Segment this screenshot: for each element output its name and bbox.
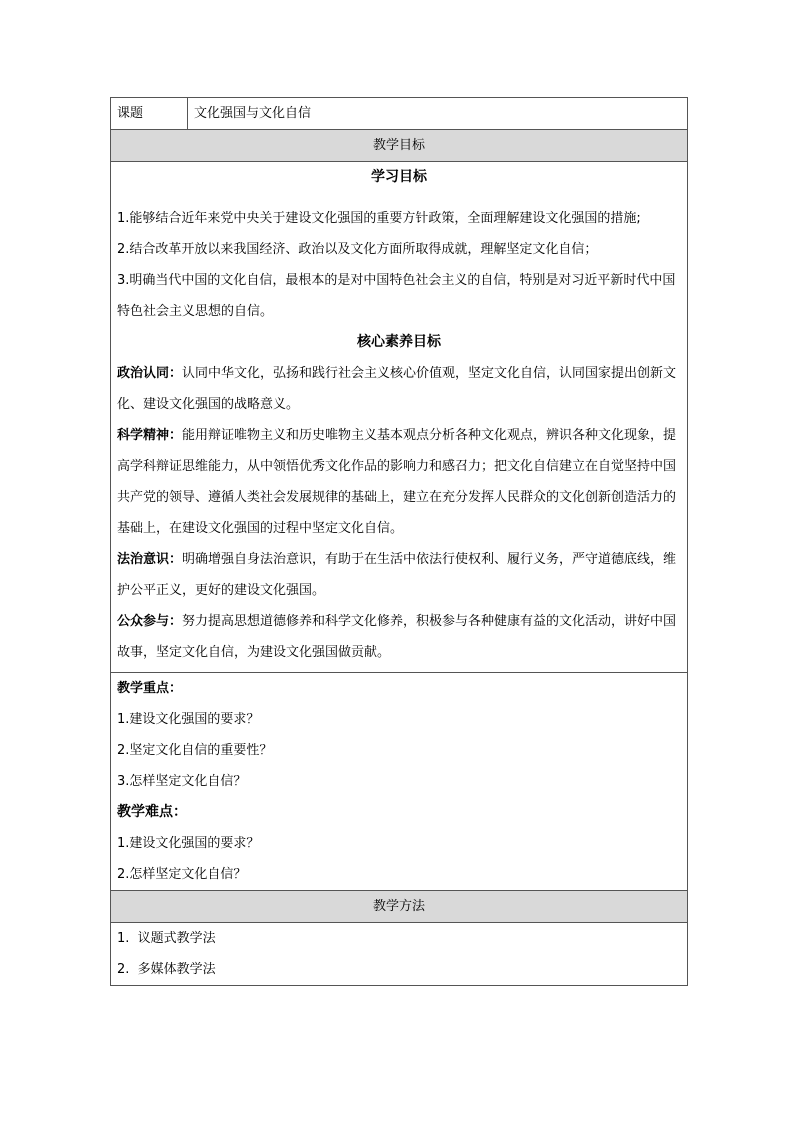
method-item-1: 1. 议题式教学法 — [117, 931, 216, 946]
core-item-text: 能用辩证唯物主义和历史唯物主义基本观点分析各种文化观点，辨识各种文化现象，提高学科辩证思维能力，从中领悟优秀文化作品的影响力和感召力；把文化自信建立在自觉坚持中国共产党的领导、遵循人类社会发展规律的基础上，建立在充分发挥人民群众的文化创新创造活力的基础上，在建设文化强国的过程中坚定文化自信。 — [117, 428, 677, 536]
learning-item-3: 3.明确当代中国的文化自信，最根本的是对中国特色社会主义的自信，特别是对习近平新时代中国特色社会主义思想的自信。 — [117, 273, 676, 319]
objectives-section-title: 教学目标 — [111, 130, 688, 162]
objectives-header-row — [111, 130, 688, 162]
core-objectives-title: 核心素养目标 — [357, 334, 441, 350]
core-item-political — [117, 358, 681, 420]
difficult-points-title: 教学难点： — [117, 804, 187, 820]
methods-body-row — [111, 923, 688, 986]
core-item-science — [117, 420, 681, 544]
core-item-label: 公众参与： — [117, 614, 183, 629]
key-points-title: 教学重点： — [117, 681, 183, 696]
core-item-text: 认同中华文化，弘扬和践行社会主义核心价值观，坚定文化自信，认同国家提出创新文化、建设文化强国的战略意义。 — [117, 366, 677, 412]
learning-item-2: 2.结合改革开放以来我国经济、政治以及文化方面所取得成就，理解坚定文化自信； — [117, 242, 598, 257]
points-body — [111, 673, 688, 891]
topic-row — [111, 98, 688, 130]
key-point-1: 1.建设文化强国的要求？ — [117, 712, 260, 727]
difficult-point-2: 2.怎样坚定文化自信？ — [117, 867, 247, 882]
core-item-text: 明确增强自身法治意识，有助于在生活中依法行使权利、履行义务，严守道德底线，维护公平正义，更好的建设文化强国。 — [117, 552, 677, 598]
difficult-point-1: 1.建设文化强国的要求？ — [117, 836, 260, 851]
core-item-public — [117, 606, 681, 668]
methods-header-row — [111, 891, 688, 923]
core-item-law — [117, 544, 681, 606]
core-item-label: 科学精神： — [117, 428, 183, 443]
method-item-2: 2. 多媒体教学法 — [117, 962, 216, 977]
objectives-body-row — [111, 162, 688, 673]
core-item-label: 政治认同： — [117, 366, 183, 381]
methods-section-title: 教学方法 — [111, 891, 688, 923]
topic-value: 文化强国与文化自信 — [188, 98, 688, 130]
key-point-2: 2.坚定文化自信的重要性？ — [117, 743, 273, 758]
core-item-text: 努力提高思想道德修养和科学文化修养，积极参与各种健康有益的文化活动，讲好中国故事，坚定文化自信，为建设文化强国做贡献。 — [117, 614, 677, 660]
learning-item-1: 1.能够结合近年来党中央关于建设文化强国的重要方针政策，全面理解建设文化强国的措施; — [117, 211, 641, 226]
lesson-plan-table — [110, 97, 688, 986]
objectives-body — [111, 162, 688, 673]
key-point-3: 3.怎样坚定文化自信？ — [117, 774, 247, 789]
topic-label: 课题 — [111, 98, 188, 130]
core-item-label: 法治意识： — [117, 552, 183, 567]
methods-body — [111, 923, 688, 986]
learning-objectives-title: 学习目标 — [371, 169, 427, 185]
points-row — [111, 673, 688, 891]
